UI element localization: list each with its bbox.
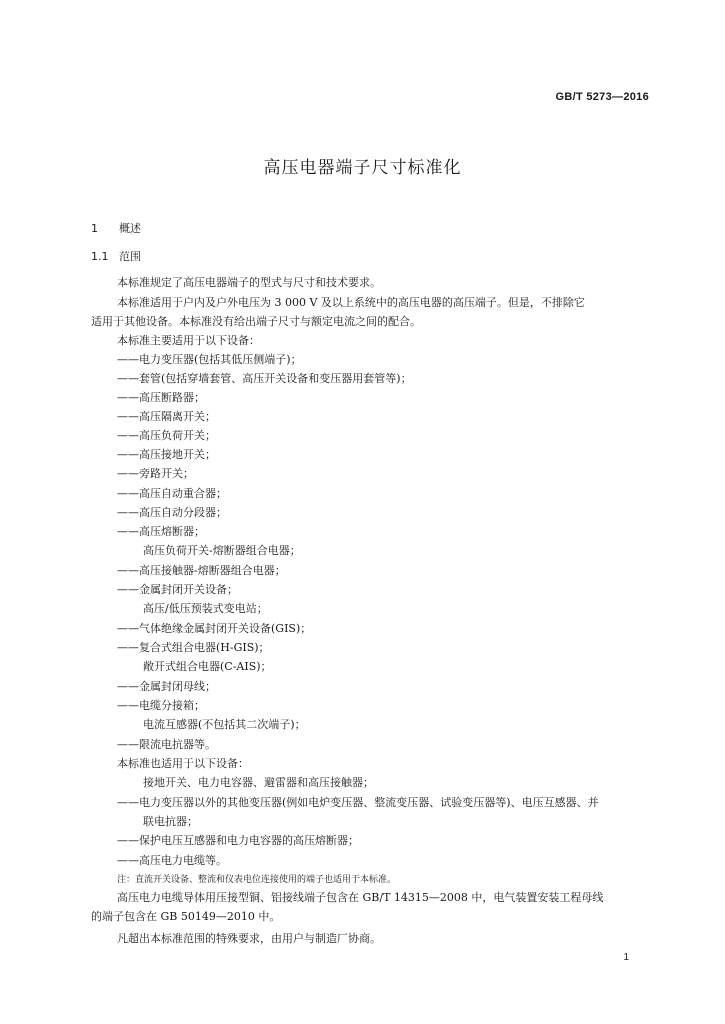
section-title: 概述 <box>119 222 141 235</box>
list-item: ——复合式组合电器(H-GIS)； <box>117 641 270 654</box>
list-item: ——限流电抗器等。 <box>117 738 216 751</box>
list-item: ——旁路开关； <box>117 467 194 480</box>
list-item: 联电抗器； <box>143 815 198 828</box>
list-item: ——高压熔断器； <box>117 525 205 538</box>
list-item: ——高压接地开关； <box>117 448 216 461</box>
list-item: 接地开关、电力电容器、避雷器和高压接触器； <box>143 776 374 789</box>
paragraph-cable-terminals: 高压电力电缆导体用压接型铜、铝接线端子包含在 GB/T 14315—2008 中，电气装置安装工程母线 <box>117 891 604 904</box>
paragraph-applicability-cont: 适用于其他设备。本标准没有给出端子尺寸与额定电流之间的配合。 <box>91 315 421 328</box>
paragraph-cable-terminals-cont: 的端子包含在 GB 50149—2010 中。 <box>91 910 281 923</box>
list-item: 敞开式组合电器(C-AIS)； <box>143 660 272 673</box>
section-number: 1 <box>91 222 98 235</box>
list-item: 电流互感器(不包括其二次端子)； <box>143 718 306 731</box>
section-title: 范围 <box>119 250 141 263</box>
paragraph-scope: 本标准规定了高压电器端子的型式与尺寸和技术要求。 <box>117 276 381 289</box>
list-item: ——高压断路器； <box>117 391 205 404</box>
paragraph-special-requirements: 凡超出本标准范围的特殊要求，由用户与制造厂协商。 <box>117 932 381 945</box>
list-item: 高压/低压预装式变电站； <box>143 602 268 615</box>
section-heading-1-1 <box>91 248 141 264</box>
list-item: ——金属封闭开关设备； <box>117 583 238 596</box>
list-item: ——保护电压互感器和电力电容器的高压熔断器； <box>117 834 359 847</box>
document-title: 高压电器端子尺寸标准化 <box>263 158 462 178</box>
list-item: ——高压自动重合器； <box>117 487 227 500</box>
paragraph-main-equipment: 本标准主要适用于以下设备： <box>117 334 260 347</box>
list-item: ——高压负荷开关； <box>117 429 216 442</box>
list-item: ——高压接触器-熔断器组合电器； <box>117 564 286 577</box>
paragraph-also-applies: 本标准也适用于以下设备： <box>117 757 249 770</box>
list-item: ——高压自动分段器； <box>117 506 227 519</box>
list-item: 高压负荷开关-熔断器组合电器； <box>143 544 301 557</box>
page-number: 1 <box>623 952 629 963</box>
list-item: ——气体绝缘金属封闭开关设备(GIS)； <box>117 622 312 635</box>
standard-code: GB/T 5273—2016 <box>555 91 649 103</box>
section-number: 1.1 <box>91 250 109 263</box>
list-item: ——电缆分接箱； <box>117 699 205 712</box>
list-item: ——高压电力电缆等。 <box>117 854 227 867</box>
paragraph-applicability: 本标准适用于户内及户外电压为 3 000 V 及以上系统中的高压电器的高压端子。但是，不排除它 <box>117 296 585 309</box>
note: 注：直流开关设备、整流和仪表电位连接使用的端子也适用于本标准。 <box>117 875 397 885</box>
list-item: ——金属封闭母线； <box>117 680 216 693</box>
list-item: ——电力变压器(包括其低压侧端子)； <box>117 353 302 366</box>
section-heading-1 <box>91 220 141 236</box>
list-item: ——高压隔离开关； <box>117 410 216 423</box>
list-item: ——套管(包括穿墙套管、高压开关设备和变压器用套管等)； <box>117 372 412 385</box>
list-item: ——电力变压器以外的其他变压器(例如电炉变压器、整流变压器、试验变压器等)、电压互感器、并 <box>117 796 599 809</box>
